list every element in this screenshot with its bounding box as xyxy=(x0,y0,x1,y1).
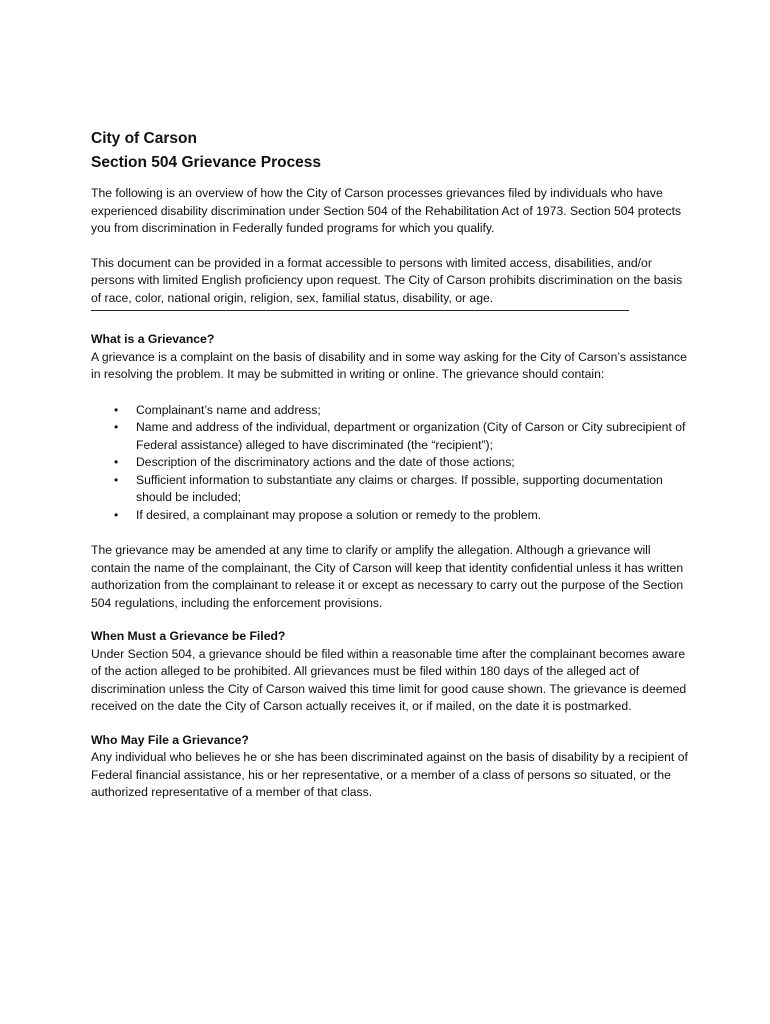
document-title-block xyxy=(91,127,691,175)
bullet-icon: • xyxy=(114,455,119,469)
bullet-icon: • xyxy=(114,507,119,522)
document-subtitle: Section 504 Grievance Process xyxy=(91,154,322,171)
list-item-text: Sufficient information to substantiate any claims or charges. If possible, supporting documentation should be included; xyxy=(136,472,663,504)
section-who-may-file xyxy=(91,732,691,802)
list-item xyxy=(114,402,691,420)
horizontal-divider xyxy=(91,310,629,311)
document-title: City of Carson xyxy=(91,130,197,147)
list-item-text: Description of the discriminatory actions and the date of those actions; xyxy=(136,455,515,469)
list-item xyxy=(114,454,691,472)
list-item xyxy=(114,472,691,507)
bullet-icon: • xyxy=(114,420,119,434)
accessibility-paragraph: This document can be provided in a format accessible to persons with limited access, disabilities, and/or persons with limited English proficiency upon request. The City of Carson prohibits discrimination on the basis of race, color, national origin, religion, sex, familial status, disability, or age. xyxy=(91,255,683,305)
section-what-is-grievance xyxy=(91,331,691,612)
list-item xyxy=(114,507,691,525)
bullet-icon: • xyxy=(114,402,119,417)
list-item-text: If desired, a complainant may propose a solution or remedy to the problem. xyxy=(136,507,542,522)
amend-paragraph: The grievance may be amended at any time to clarify or amplify the allegation. Although a grievance will contain the name of the complainant, the City of Carson will keep that identity confidential unless it has written authorization from the complainant to release it or except as necessary to carry out the purpose of the Section 504 regulations, including the enforcement provisions. xyxy=(91,543,684,610)
section-body-who-may-file: Any individual who believes he or she has been discriminated against on the basis of disability by a recipient of Federal financial assistance, his or her representative, or a member of a class of persons so situated, or the authorized representative of a member of that class. xyxy=(91,750,688,799)
list-item-text: Complainant’s name and address; xyxy=(136,402,321,417)
list-item-text: Name and address of the individual, department or organization (City of Carson or City subrecipient of Federal assistance) alleged to have discriminated (the “recipient”); xyxy=(136,420,686,452)
section-heading-what-is: What is a Grievance? xyxy=(91,332,215,346)
list-item xyxy=(114,419,691,454)
section-heading-who-may-file: Who May File a Grievance? xyxy=(91,732,249,747)
section-body-what-is: A grievance is a complaint on the basis of disability and in some way asking for the City of Carson’s assistance in resolving the problem. It may be submitted in writing or online. The grievance should contain: xyxy=(91,349,687,381)
bullet-icon: • xyxy=(114,472,119,487)
section-when-filed xyxy=(91,628,691,716)
intro-paragraph: The following is an overview of how the City of Carson processes grievances filed by individuals who have experienced disability discrimination under Section 504 of the Rehabilitation Act of 1973. Section 504 protects you from discrimination in Federally funded programs for which you qualify. xyxy=(91,186,682,235)
section-body-when-filed: Under Section 504, a grievance should be filed within a reasonable time after the complainant becomes aware of the action alleged to be prohibited. All grievances must be filed within 180 days of the alleged act of discrimination unless the City of Carson waived this time limit for good cause shown. The grievance is deemed received on the date the City of Carson actually receives it, or if mailed, on the date it is postmarked. xyxy=(91,646,687,713)
document-page xyxy=(91,127,691,818)
section-heading-when-filed: When Must a Grievance be Filed? xyxy=(91,629,286,643)
grievance-contents-list xyxy=(91,402,691,525)
